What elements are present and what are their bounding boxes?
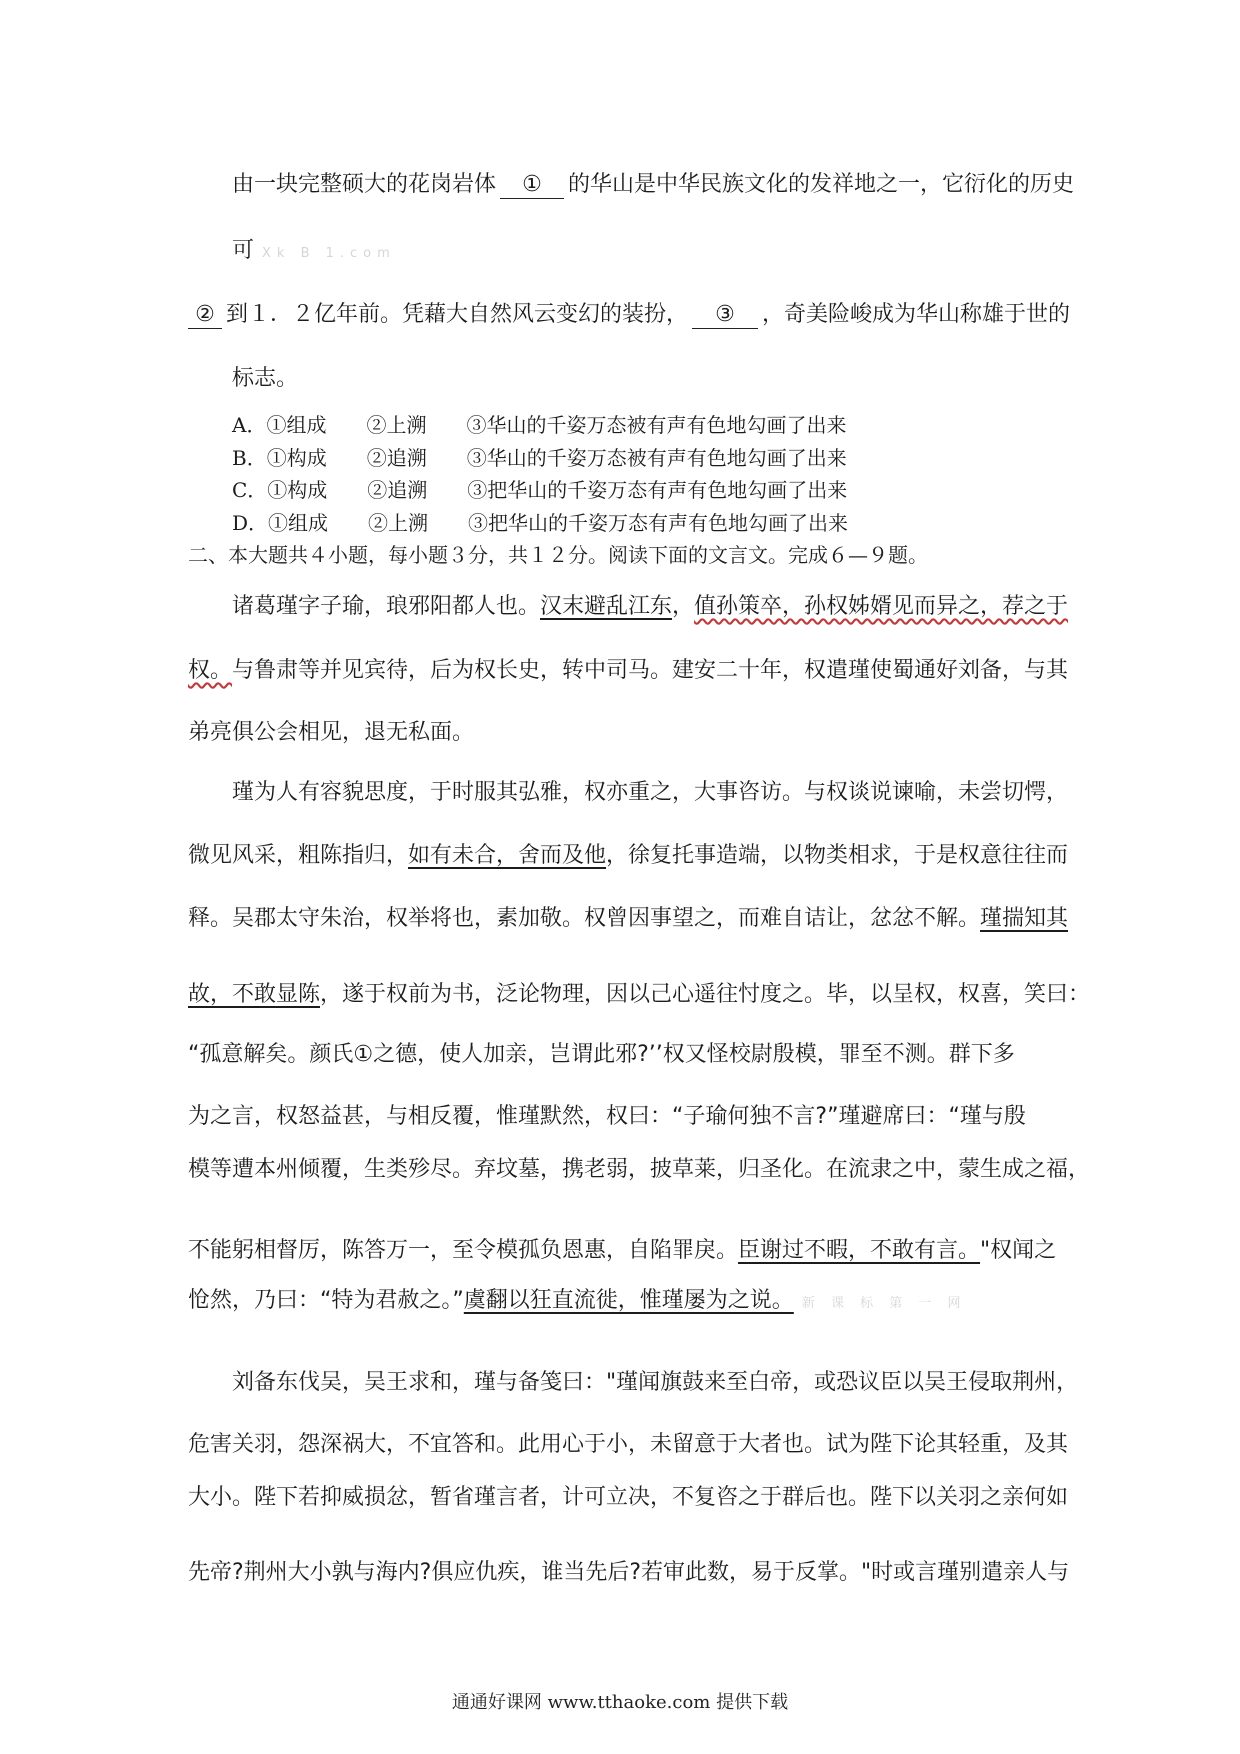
passage-line: 为之言，权怒益甚，与相反覆，惟瑾默然，权曰：“子瑜何独不言?”瑾避席曰：“瑾与殷 <box>188 1104 1026 1129</box>
q5-line-4 <box>232 364 298 394</box>
passage-text: 不能躬相督厉，陈答万一，至令模孤负恩惠，自陷罪戾。 <box>188 1238 739 1263</box>
option-c: C．①构成 ②追溯 ③把华山的千姿万态有声有色地勾画了出来 <box>232 478 848 502</box>
q5-line-1 <box>232 170 1074 200</box>
passage-text: "权闻之 <box>980 1238 1057 1263</box>
underlined-phrase: 如有未合，舍而及他 <box>408 843 607 868</box>
blank-3: ③ <box>692 302 758 329</box>
q5-text: 由一块完整硕大的花岗岩体 <box>232 172 497 197</box>
option-a: A．①组成 ②上溯 ③华山的千姿万态被有声有色地勾画了出来 <box>232 413 847 437</box>
passage-text: 怆然，乃曰：“特为君赦之。” <box>188 1288 464 1313</box>
option-b: B．①构成 ②追溯 ③华山的千姿万态被有声有色地勾画了出来 <box>232 446 847 470</box>
passage-line <box>188 656 1068 686</box>
q5-text: ，奇美险峻成为华山称雄于世的 <box>762 302 1071 327</box>
underlined-phrase: 故，不敢显陈 <box>188 982 321 1007</box>
q5-text: 可 <box>232 238 255 263</box>
passage-line: “孤意解矣。颜氏①之德，使人加亲，岂谓此邪?’’权又怪校尉殷模，罪至不测。群下多 <box>188 1042 1015 1067</box>
passage-line <box>188 980 1090 1010</box>
passage-line <box>188 1236 1056 1266</box>
watermark-text: 新 课 标 第 一 网 <box>801 1296 967 1311</box>
q5-text: 的华山是中华民族文化的发祥地之一，它衍化的历史 <box>568 172 1075 197</box>
passage-line <box>188 904 1068 934</box>
passage-line <box>188 1286 966 1319</box>
q5-text: 到１．２亿年前。凭藉大自然风云变幻的装扮， <box>226 302 689 327</box>
passage-line: 模等遭本州倾覆，生类殄尽。弃坟墓，携老弱，披草莱，归圣化。在流隶之中，蒙生成之福， <box>188 1157 1091 1182</box>
passage-line: 先帝?荆州大小孰与海内?俱应仇疾，谁当先后?若审此数，易于反掌。"时或言瑾别遣亲人与 <box>188 1560 1070 1585</box>
passage-text: 诸葛瑾字子瑜，琅邪阳都人也。 <box>232 594 541 619</box>
underlined-phrase: 虞翻以狂直流徙，惟瑾屡为之说。 <box>463 1288 794 1313</box>
passage-line: 大小。陛下若抑威损忿，暂省瑾言者，计可立决，不复咨之于群后也。陛下以关羽之亲何如 <box>188 1485 1069 1510</box>
passage-line: 刘备东伐吴，吴王求和，瑾与备笺曰："瑾闻旗鼓来至白帝，或恐议臣以吴王侵取荆州， <box>232 1370 1079 1395</box>
q5-line-2 <box>232 236 396 269</box>
passage-text: 释。吴郡太守朱治，权举将也，素加敬。权曾因事望之，而难自诘让，忿忿不解。 <box>188 906 981 931</box>
passage-line: 弟亮俱公会相见，退无私面。 <box>188 720 475 745</box>
blank-2: ② <box>188 302 222 329</box>
underlined-phrase: 臣谢过不暇，不敢有言。 <box>738 1238 981 1263</box>
footer-credit: 通通好课网 www.tthaoke.com 提供下载 <box>451 1692 789 1713</box>
wavy-underlined-phrase: 值孙策卒，孙权姊婿见而异之，荐之于 <box>694 594 1069 619</box>
underlined-phrase: 汉末避乱江东 <box>540 594 673 619</box>
section-heading: 二、本大题共４小题，每小题３分，共１２分。阅读下面的文言文。完成６—９题。 <box>188 543 928 567</box>
passage-line <box>188 841 1068 871</box>
q5-text: 标志。 <box>232 366 299 391</box>
q5-line-3 <box>188 300 1070 330</box>
passage-text: ， <box>672 594 695 619</box>
passage-line <box>232 592 1068 622</box>
passage-text: ，遂于权前为书，泛论物理，因以己心遥往忖度之。毕，以呈权，权喜，笑曰： <box>320 982 1091 1007</box>
underlined-phrase: 瑾揣知其 <box>980 906 1069 931</box>
passage-text: ，徐复托事造端，以物类相求，于是权意往往而 <box>606 843 1069 868</box>
passage-line: 瑾为人有容貌思度，于时服其弘雅，权亦重之，大事咨访。与权谈说谏喻，未尝切愕， <box>232 780 1069 805</box>
wavy-underlined-phrase: 权。 <box>188 658 233 683</box>
passage-line: 危害关羽，怨深祸大，不宜答和。此用心于小，未留意于大者也。试为陛下论其轻重，及其 <box>188 1432 1069 1457</box>
passage-text: 微见风采，粗陈指归， <box>188 843 409 868</box>
watermark-text: Xk B 1.com <box>262 246 396 261</box>
passage-text: 与鲁肃等并见宾待，后为权长史，转中司马。建安二十年，权遣瑾使蜀通好刘备，与其 <box>232 658 1069 683</box>
option-d: D．①组成 ②上溯 ③把华山的千姿万态有声有色地勾画了出来 <box>232 511 849 535</box>
blank-1: ① <box>500 172 564 199</box>
